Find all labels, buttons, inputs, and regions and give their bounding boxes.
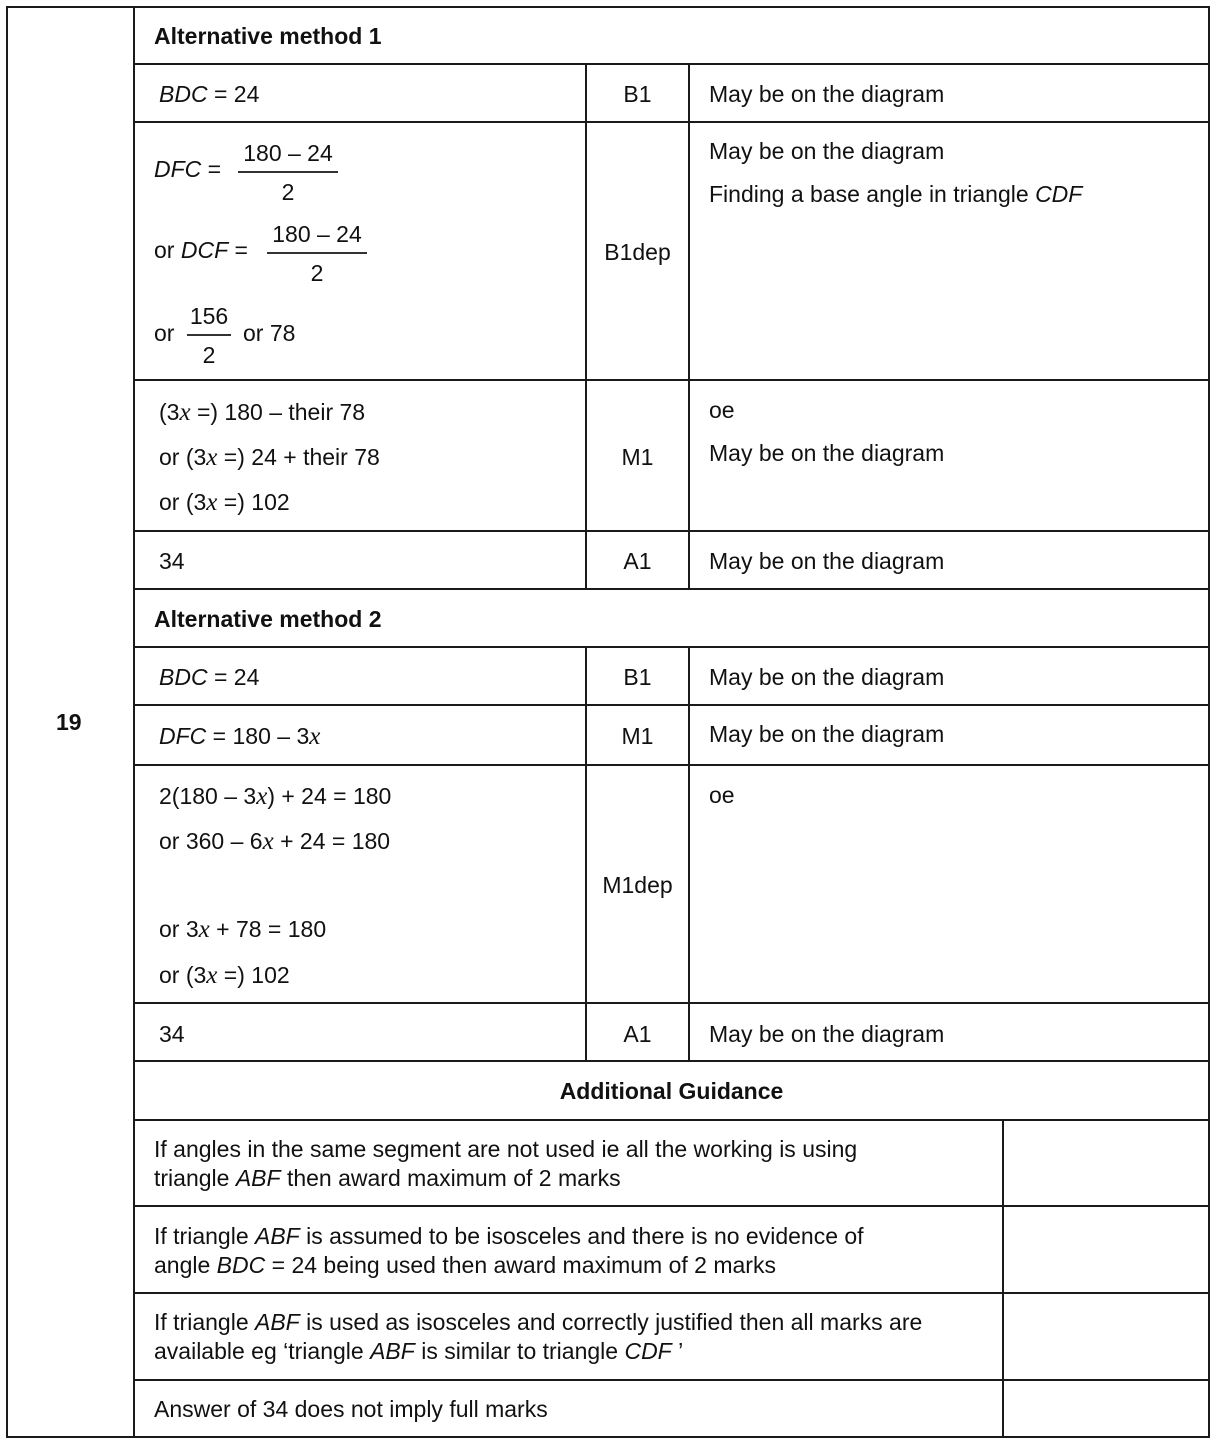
alt1-row1-mark: B1 xyxy=(623,81,652,107)
alt1-row4-answer: 34 xyxy=(159,548,185,574)
guidance-heading: Additional Guidance xyxy=(559,1078,784,1104)
alt1-row3-comment: oe xyxy=(709,397,735,423)
guidance-note-4: Answer of 34 does not imply full marks xyxy=(154,1396,548,1422)
alt2-heading: Alternative method 2 xyxy=(154,606,382,632)
fraction: $\frac{180 - 24}{2}$ xyxy=(267,221,367,286)
alt1-row3-mark: M1 xyxy=(621,444,654,470)
alt1-row4-comment: May be on the diagram xyxy=(709,548,945,574)
alt1-row2-mark: B1dep xyxy=(604,239,671,265)
alt1-row2-comment-2: Finding a base angle in triangle CDF xyxy=(709,181,1083,207)
alt2-row1-working: BDC = 24 xyxy=(159,664,260,690)
alt2-row3-comment: oe xyxy=(709,782,735,808)
question-number: 19 xyxy=(56,709,82,735)
alt2-row2-working: DFC = 180 – 3x xyxy=(159,723,321,750)
alt2-row2-mark: M1 xyxy=(621,723,654,749)
alt2-row3-mark: M1dep xyxy=(602,872,673,898)
fraction: $\frac{180 - 24}{2}$ xyxy=(238,140,338,205)
alt2-row1-comment: May be on the diagram xyxy=(709,664,945,690)
alt2-row4-answer: 34 xyxy=(159,1021,185,1047)
alt2-row4-mark: A1 xyxy=(623,1021,652,1047)
alt1-row1-working: BDC = 24 xyxy=(159,81,260,107)
alt1-row4-mark: A1 xyxy=(623,548,652,574)
alt2-row1-mark: B1 xyxy=(623,664,652,690)
alt2-row2-comment: May be on the diagram xyxy=(709,721,945,747)
alt1-heading: Alternative method 1 xyxy=(154,23,382,49)
fraction: $\frac{156}{2}$ xyxy=(187,303,231,368)
alt2-row4-comment: May be on the diagram xyxy=(709,1021,945,1047)
alt1-row1-comment: May be on the diagram xyxy=(709,81,945,107)
alt1-row2-comment: May be on the diagram xyxy=(709,138,945,164)
alt1-row3-comment-2: May be on the diagram xyxy=(709,440,945,466)
